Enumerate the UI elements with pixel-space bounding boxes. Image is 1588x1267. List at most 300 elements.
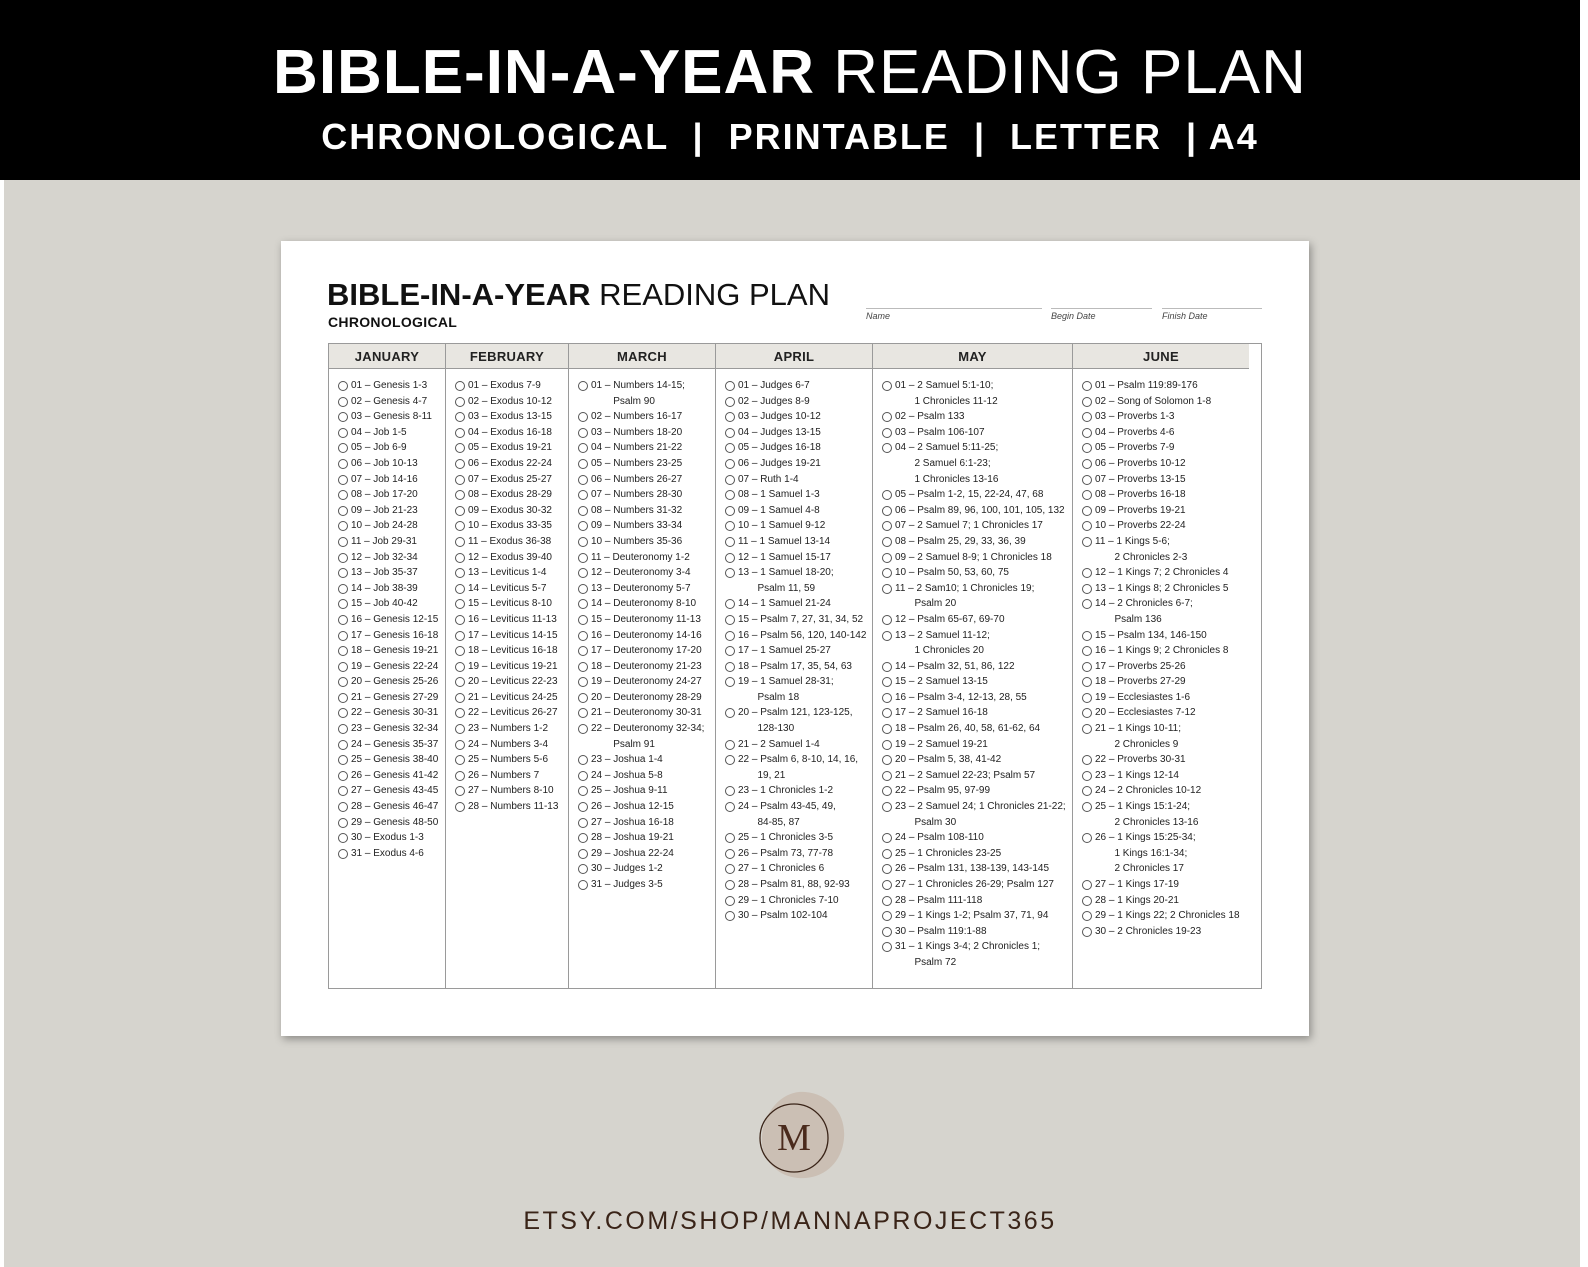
checkbox-circle-icon[interactable] xyxy=(578,771,588,781)
reading-entry-text: 22 – Psalm 6, 8-10, 14, 16, 19, 21 xyxy=(738,754,859,781)
checkbox-circle-icon[interactable] xyxy=(725,521,735,531)
checkbox-circle-icon[interactable] xyxy=(1082,646,1092,656)
reading-entry-text: 02 – Numbers 16-17 xyxy=(591,411,683,423)
checkbox-circle-icon[interactable] xyxy=(338,740,348,750)
checkbox-circle-icon[interactable] xyxy=(338,677,348,687)
reading-entry-text: 07 – 2 Samuel 7; 1 Chronicles 17 xyxy=(895,520,1043,532)
checkbox-circle-icon[interactable] xyxy=(725,553,735,563)
reading-entry-text: 22 – Deuteronomy 32-34; Psalm 91 xyxy=(591,723,705,750)
checkbox-circle-icon[interactable] xyxy=(1082,802,1092,812)
checkbox-circle-icon[interactable] xyxy=(338,599,348,609)
checkbox-circle-icon[interactable] xyxy=(882,896,892,906)
checkbox-circle-icon[interactable] xyxy=(578,833,588,843)
reading-entry-text: 10 – 1 Samuel 9-12 xyxy=(738,520,826,532)
reading-entry xyxy=(455,425,568,441)
reading-entry-text: 14 – 2 Chronicles 6-7; Psalm 136 xyxy=(1095,598,1193,625)
checkbox-circle-icon[interactable] xyxy=(578,506,588,516)
checkbox-circle-icon[interactable] xyxy=(455,584,465,594)
checkbox-circle-icon[interactable] xyxy=(455,381,465,391)
reading-entry-text: 08 – Numbers 31-32 xyxy=(591,504,683,516)
month-column-february xyxy=(446,344,569,988)
checkbox-circle-icon[interactable] xyxy=(882,755,892,765)
reading-entry-text: 29 – 1 Chronicles 7-10 xyxy=(738,894,839,906)
checkbox-circle-icon[interactable] xyxy=(338,662,348,672)
reading-entry-text: 21 – Deuteronomy 30-31 xyxy=(591,707,702,719)
checkbox-circle-icon[interactable] xyxy=(578,724,588,734)
checkbox-circle-icon[interactable] xyxy=(338,553,348,563)
document-subtitle: CHRONOLOGICAL xyxy=(328,314,458,330)
checkbox-circle-icon[interactable] xyxy=(578,568,588,578)
checkbox-circle-icon[interactable] xyxy=(882,381,892,391)
checkbox-circle-icon[interactable] xyxy=(882,443,892,453)
checkbox-circle-icon[interactable] xyxy=(725,490,735,500)
checkbox-circle-icon[interactable] xyxy=(455,568,465,578)
checkbox-circle-icon[interactable] xyxy=(725,443,735,453)
reading-entry xyxy=(338,830,445,846)
banner-subtitle xyxy=(0,115,1580,159)
reading-entry-text: 19 – 1 Samuel 28-31; Psalm 18 xyxy=(738,676,834,703)
reading-entry xyxy=(1082,565,1249,581)
checkbox-circle-icon[interactable] xyxy=(1082,833,1092,843)
checkbox-circle-icon[interactable] xyxy=(578,459,588,469)
checkbox-circle-icon[interactable] xyxy=(725,397,735,407)
checkbox-circle-icon[interactable] xyxy=(578,412,588,422)
reading-entry-text: 10 – Exodus 33-35 xyxy=(468,520,552,532)
checkbox-circle-icon[interactable] xyxy=(882,942,892,952)
reading-entry xyxy=(338,596,445,612)
reading-entry xyxy=(882,534,1072,550)
checkbox-circle-icon[interactable] xyxy=(882,537,892,547)
reading-entry-text: 25 – 1 Chronicles 3-5 xyxy=(738,832,834,844)
checkbox-circle-icon[interactable] xyxy=(1082,631,1092,641)
checkbox-circle-icon[interactable] xyxy=(455,615,465,625)
checkbox-circle-icon[interactable] xyxy=(338,818,348,828)
checkbox-circle-icon[interactable] xyxy=(578,599,588,609)
checkbox-circle-icon[interactable] xyxy=(725,740,735,750)
reading-entry-text: 12 – Exodus 39-40 xyxy=(468,551,552,563)
checkbox-circle-icon[interactable] xyxy=(882,771,892,781)
checkbox-circle-icon[interactable] xyxy=(338,755,348,765)
checkbox-circle-icon[interactable] xyxy=(1082,521,1092,531)
reading-entry xyxy=(882,893,1072,909)
right-edge-border xyxy=(1580,0,1588,1267)
reading-entry-text: 14 – Job 38-39 xyxy=(351,582,418,594)
checkbox-circle-icon[interactable] xyxy=(455,740,465,750)
reading-entry-text: 25 – Genesis 38-40 xyxy=(351,754,439,766)
checkbox-circle-icon[interactable] xyxy=(455,599,465,609)
checkbox-circle-icon[interactable] xyxy=(1082,490,1092,500)
checkbox-circle-icon[interactable] xyxy=(578,615,588,625)
checkbox-circle-icon[interactable] xyxy=(455,802,465,812)
reading-entry xyxy=(578,830,715,846)
reading-entry-text: 11 – Deuteronomy 1-2 xyxy=(591,551,690,563)
reading-entry-text: 21 – 2 Samuel 1-4 xyxy=(738,738,820,750)
checkbox-circle-icon[interactable] xyxy=(1082,475,1092,485)
checkbox-circle-icon[interactable] xyxy=(338,381,348,391)
checkbox-circle-icon[interactable] xyxy=(725,506,735,516)
checkbox-circle-icon[interactable] xyxy=(455,475,465,485)
reading-entry-text: 23 – Genesis 32-34 xyxy=(351,723,439,735)
reading-entry-text: 06 – Judges 19-21 xyxy=(738,457,821,469)
checkbox-circle-icon[interactable] xyxy=(725,786,735,796)
checkbox-circle-icon[interactable] xyxy=(578,880,588,890)
checkbox-circle-icon[interactable] xyxy=(725,459,735,469)
reading-entry-text: 17 – 1 Samuel 25-27 xyxy=(738,645,831,657)
reading-entry xyxy=(1082,425,1249,441)
reading-entry xyxy=(338,705,445,721)
reading-entry xyxy=(338,550,445,566)
checkbox-circle-icon[interactable] xyxy=(578,708,588,718)
reading-entry-text: 17 – 2 Samuel 16-18 xyxy=(895,707,988,719)
month-grid xyxy=(328,343,1262,989)
reading-entry xyxy=(338,846,445,862)
reading-entry xyxy=(1082,628,1249,644)
checkbox-circle-icon[interactable] xyxy=(455,412,465,422)
checkbox-circle-icon[interactable] xyxy=(1082,443,1092,453)
checkbox-circle-icon[interactable] xyxy=(455,428,465,438)
checkbox-circle-icon[interactable] xyxy=(725,599,735,609)
reading-entry-text: 19 – 2 Samuel 19-21 xyxy=(895,738,988,750)
checkbox-circle-icon[interactable] xyxy=(882,677,892,687)
reading-entry-text: 28 – Numbers 11-13 xyxy=(468,801,559,813)
reading-entry-text: 06 – Numbers 26-27 xyxy=(591,473,683,485)
checkbox-circle-icon[interactable] xyxy=(338,490,348,500)
checkbox-circle-icon[interactable] xyxy=(882,740,892,750)
reading-entry xyxy=(725,628,872,644)
reading-entry xyxy=(338,643,445,659)
checkbox-circle-icon[interactable] xyxy=(338,631,348,641)
reading-entry xyxy=(1082,659,1249,675)
checkbox-circle-icon[interactable] xyxy=(1082,896,1092,906)
checkbox-circle-icon[interactable] xyxy=(882,864,892,874)
checkbox-circle-icon[interactable] xyxy=(725,631,735,641)
checkbox-circle-icon[interactable] xyxy=(725,896,735,906)
checkbox-circle-icon[interactable] xyxy=(1082,506,1092,516)
checkbox-circle-icon[interactable] xyxy=(455,506,465,516)
reading-entry-text: 13 – Job 35-37 xyxy=(351,567,418,579)
checkbox-circle-icon[interactable] xyxy=(1082,599,1092,609)
reading-entry xyxy=(455,721,568,737)
checkbox-circle-icon[interactable] xyxy=(455,677,465,687)
reading-entry-text: 17 – Genesis 16-18 xyxy=(351,629,439,641)
checkbox-circle-icon[interactable] xyxy=(578,553,588,563)
reading-entry xyxy=(725,799,872,830)
reading-entry xyxy=(725,705,872,736)
reading-entry xyxy=(725,456,872,472)
checkbox-circle-icon[interactable] xyxy=(1082,537,1092,547)
checkbox-circle-icon[interactable] xyxy=(882,927,892,937)
checkbox-circle-icon[interactable] xyxy=(455,724,465,734)
reading-entry-text: 02 – Psalm 133 xyxy=(895,411,965,423)
checkbox-circle-icon[interactable] xyxy=(338,615,348,625)
reading-entry xyxy=(725,394,872,410)
checkbox-circle-icon[interactable] xyxy=(725,615,735,625)
reading-entry-text: 18 – Psalm 17, 35, 54, 63 xyxy=(738,660,852,672)
checkbox-circle-icon[interactable] xyxy=(338,537,348,547)
reading-entry xyxy=(455,581,568,597)
checkbox-circle-icon[interactable] xyxy=(725,381,735,391)
checkbox-circle-icon[interactable] xyxy=(882,786,892,796)
reading-entry xyxy=(578,440,715,456)
checkbox-circle-icon[interactable] xyxy=(578,849,588,859)
checkbox-circle-icon[interactable] xyxy=(882,802,892,812)
finish-date-field[interactable] xyxy=(1162,308,1262,325)
reading-entry-text: 20 – Genesis 25-26 xyxy=(351,676,439,688)
checkbox-circle-icon[interactable] xyxy=(338,428,348,438)
checkbox-circle-icon[interactable] xyxy=(1082,786,1092,796)
checkbox-circle-icon[interactable] xyxy=(1082,911,1092,921)
reading-entry-text: 16 – Genesis 12-15 xyxy=(351,613,439,625)
reading-entry xyxy=(455,440,568,456)
reading-entry xyxy=(455,394,568,410)
checkbox-circle-icon[interactable] xyxy=(882,693,892,703)
checkbox-circle-icon[interactable] xyxy=(338,397,348,407)
reading-entry-text: 17 – Deuteronomy 17-20 xyxy=(591,645,702,657)
reading-entry-text: 16 – Deuteronomy 14-16 xyxy=(591,629,702,641)
checkbox-circle-icon[interactable] xyxy=(578,584,588,594)
reading-entry-text: 04 – Exodus 16-18 xyxy=(468,426,552,438)
checkbox-circle-icon[interactable] xyxy=(578,662,588,672)
reading-entry xyxy=(455,409,568,425)
reading-entry-text: 06 – Job 10-13 xyxy=(351,457,418,469)
checkbox-circle-icon[interactable] xyxy=(882,615,892,625)
checkbox-circle-icon[interactable] xyxy=(338,475,348,485)
checkbox-circle-icon[interactable] xyxy=(578,537,588,547)
checkbox-circle-icon[interactable] xyxy=(578,428,588,438)
checkbox-circle-icon[interactable] xyxy=(725,755,735,765)
checkbox-circle-icon[interactable] xyxy=(725,646,735,656)
checkbox-circle-icon[interactable] xyxy=(1082,584,1092,594)
checkbox-circle-icon[interactable] xyxy=(725,428,735,438)
reading-entry-text: 08 – Job 17-20 xyxy=(351,489,418,501)
checkbox-circle-icon[interactable] xyxy=(1082,927,1092,937)
checkbox-circle-icon[interactable] xyxy=(338,833,348,843)
reading-entry xyxy=(578,628,715,644)
reading-entry-text: 15 – Leviticus 8-10 xyxy=(468,598,552,610)
checkbox-circle-icon[interactable] xyxy=(725,677,735,687)
checkbox-circle-icon[interactable] xyxy=(882,833,892,843)
checkbox-circle-icon[interactable] xyxy=(1082,397,1092,407)
checkbox-circle-icon[interactable] xyxy=(882,428,892,438)
checkbox-circle-icon[interactable] xyxy=(725,802,735,812)
checkbox-circle-icon[interactable] xyxy=(455,443,465,453)
reading-entry-text: 09 – Proverbs 19-21 xyxy=(1095,504,1186,516)
checkbox-circle-icon[interactable] xyxy=(1082,880,1092,890)
checkbox-circle-icon[interactable] xyxy=(338,521,348,531)
reading-entry-text: 18 – Proverbs 27-29 xyxy=(1095,676,1186,688)
checkbox-circle-icon[interactable] xyxy=(338,568,348,578)
checkbox-circle-icon[interactable] xyxy=(725,475,735,485)
checkbox-circle-icon[interactable] xyxy=(578,521,588,531)
checkbox-circle-icon[interactable] xyxy=(578,755,588,765)
begin-date-label: Begin Date xyxy=(1051,311,1096,321)
checkbox-circle-icon[interactable] xyxy=(455,662,465,672)
reading-entry-text: 05 – Judges 16-18 xyxy=(738,442,821,454)
checkbox-circle-icon[interactable] xyxy=(455,397,465,407)
checkbox-circle-icon[interactable] xyxy=(578,802,588,812)
checkbox-circle-icon[interactable] xyxy=(578,786,588,796)
checkbox-circle-icon[interactable] xyxy=(578,864,588,874)
reading-entry-text: 23 – 2 Samuel 24; 1 Chronicles 21-22; Psalm 30 xyxy=(895,801,1066,828)
checkbox-circle-icon[interactable] xyxy=(578,631,588,641)
reading-entry-text: 22 – Psalm 95, 97-99 xyxy=(895,785,991,797)
checkbox-circle-icon[interactable] xyxy=(882,521,892,531)
checkbox-circle-icon[interactable] xyxy=(1082,677,1092,687)
reading-entry xyxy=(455,799,568,815)
reading-entry xyxy=(455,752,568,768)
reading-entry-text: 03 – Exodus 13-15 xyxy=(468,411,552,423)
reading-entry xyxy=(578,581,715,597)
checkbox-circle-icon[interactable] xyxy=(578,475,588,485)
reading-entry xyxy=(1082,596,1249,627)
checkbox-circle-icon[interactable] xyxy=(578,818,588,828)
checkbox-circle-icon[interactable] xyxy=(725,911,735,921)
checkbox-circle-icon[interactable] xyxy=(455,490,465,500)
checkbox-circle-icon[interactable] xyxy=(338,849,348,859)
reading-entry xyxy=(725,472,872,488)
checkbox-circle-icon[interactable] xyxy=(455,521,465,531)
reading-entry-text: 20 – Leviticus 22-23 xyxy=(468,676,558,688)
checkbox-circle-icon[interactable] xyxy=(455,646,465,656)
reading-entry-text: 09 – 2 Samuel 8-9; 1 Chronicles 18 xyxy=(895,551,1052,563)
reading-entry-text: 20 – Psalm 5, 38, 41-42 xyxy=(895,754,1002,766)
month-entries xyxy=(569,369,715,893)
checkbox-circle-icon[interactable] xyxy=(882,708,892,718)
checkbox-circle-icon[interactable] xyxy=(338,786,348,796)
checkbox-circle-icon[interactable] xyxy=(1082,755,1092,765)
checkbox-circle-icon[interactable] xyxy=(338,412,348,422)
checkbox-circle-icon[interactable] xyxy=(725,537,735,547)
shop-url[interactable]: ETSY.COM/SHOP/MANNAPROJECT365 xyxy=(523,1207,1057,1235)
checkbox-circle-icon[interactable] xyxy=(578,693,588,703)
reading-entry-text: 03 – Proverbs 1-3 xyxy=(1095,411,1175,423)
checkbox-circle-icon[interactable] xyxy=(455,553,465,563)
checkbox-circle-icon[interactable] xyxy=(882,506,892,516)
checkbox-circle-icon[interactable] xyxy=(725,412,735,422)
checkbox-circle-icon[interactable] xyxy=(882,568,892,578)
checkbox-circle-icon[interactable] xyxy=(1082,459,1092,469)
checkbox-circle-icon[interactable] xyxy=(338,802,348,812)
checkbox-circle-icon[interactable] xyxy=(882,553,892,563)
checkbox-circle-icon[interactable] xyxy=(455,537,465,547)
reading-entry-text: 25 – Numbers 5-6 xyxy=(468,754,549,766)
name-field[interactable] xyxy=(866,308,1042,325)
checkbox-circle-icon[interactable] xyxy=(1082,428,1092,438)
logo-letter: M xyxy=(777,1117,811,1159)
checkbox-circle-icon[interactable] xyxy=(882,584,892,594)
checkbox-circle-icon[interactable] xyxy=(882,911,892,921)
reading-entry xyxy=(882,783,1072,799)
checkbox-circle-icon[interactable] xyxy=(455,755,465,765)
checkbox-circle-icon[interactable] xyxy=(455,459,465,469)
checkbox-circle-icon[interactable] xyxy=(1082,381,1092,391)
checkbox-circle-icon[interactable] xyxy=(338,506,348,516)
reading-entry-text: 17 – Leviticus 14-15 xyxy=(468,629,558,641)
checkbox-circle-icon[interactable] xyxy=(455,708,465,718)
reading-entry-text: 13 – 1 Samuel 18-20; Psalm 11, 59 xyxy=(738,567,834,594)
checkbox-circle-icon[interactable] xyxy=(338,693,348,703)
checkbox-circle-icon[interactable] xyxy=(1082,412,1092,422)
checkbox-circle-icon[interactable] xyxy=(338,584,348,594)
checkbox-circle-icon[interactable] xyxy=(882,849,892,859)
checkbox-circle-icon[interactable] xyxy=(455,786,465,796)
checkbox-circle-icon[interactable] xyxy=(1082,708,1092,718)
checkbox-circle-icon[interactable] xyxy=(725,833,735,843)
checkbox-circle-icon[interactable] xyxy=(455,771,465,781)
manna-logo xyxy=(750,1086,850,1186)
checkbox-circle-icon[interactable] xyxy=(1082,693,1092,703)
month-header: FEBRUARY xyxy=(446,344,568,369)
reading-entry xyxy=(725,565,872,596)
begin-date-field[interactable] xyxy=(1051,308,1152,325)
reading-entry xyxy=(455,690,568,706)
reading-entry xyxy=(578,705,715,721)
reading-entry xyxy=(578,846,715,862)
checkbox-circle-icon[interactable] xyxy=(882,880,892,890)
checkbox-circle-icon[interactable] xyxy=(338,771,348,781)
reading-entry xyxy=(578,456,715,472)
reading-entry xyxy=(882,409,1072,425)
checkbox-circle-icon[interactable] xyxy=(1082,662,1092,672)
checkbox-circle-icon[interactable] xyxy=(725,662,735,672)
checkbox-circle-icon[interactable] xyxy=(725,880,735,890)
checkbox-circle-icon[interactable] xyxy=(578,646,588,656)
reading-entry-text: 25 – Joshua 9-11 xyxy=(591,785,668,797)
reading-entry-text: 23 – 1 Kings 12-14 xyxy=(1095,769,1179,781)
checkbox-circle-icon[interactable] xyxy=(338,724,348,734)
checkbox-circle-icon[interactable] xyxy=(725,849,735,859)
checkbox-circle-icon[interactable] xyxy=(338,459,348,469)
reading-entry xyxy=(725,830,872,846)
reading-entry xyxy=(1082,908,1249,924)
reading-entry xyxy=(578,612,715,628)
checkbox-circle-icon[interactable] xyxy=(882,490,892,500)
checkbox-circle-icon[interactable] xyxy=(578,677,588,687)
reading-entry xyxy=(882,628,1072,659)
reading-entry-text: 31 – Judges 3-5 xyxy=(591,879,663,890)
checkbox-circle-icon[interactable] xyxy=(725,708,735,718)
reading-entry xyxy=(578,659,715,675)
reading-entry xyxy=(455,783,568,799)
reading-entry-text: 19 – Deuteronomy 24-27 xyxy=(591,676,702,688)
checkbox-circle-icon[interactable] xyxy=(725,568,735,578)
checkbox-circle-icon[interactable] xyxy=(455,693,465,703)
checkbox-circle-icon[interactable] xyxy=(1082,724,1092,734)
checkbox-circle-icon[interactable] xyxy=(455,631,465,641)
checkbox-circle-icon[interactable] xyxy=(578,381,588,391)
checkbox-circle-icon[interactable] xyxy=(578,490,588,500)
checkbox-circle-icon[interactable] xyxy=(882,412,892,422)
reading-entry xyxy=(882,737,1072,753)
reading-entry xyxy=(1082,721,1249,752)
reading-entry-text: 09 – Job 21-23 xyxy=(351,504,418,516)
reading-entry xyxy=(725,440,872,456)
checkbox-circle-icon[interactable] xyxy=(882,724,892,734)
reading-entry-text: 28 – Joshua 19-21 xyxy=(591,832,674,844)
checkbox-circle-icon[interactable] xyxy=(578,443,588,453)
checkbox-circle-icon[interactable] xyxy=(725,864,735,874)
month-column-april xyxy=(716,344,873,988)
checkbox-circle-icon[interactable] xyxy=(338,646,348,656)
reading-entry-text: 27 – 1 Chronicles 6 xyxy=(738,863,825,875)
reading-entry xyxy=(455,768,568,784)
checkbox-circle-icon[interactable] xyxy=(882,662,892,672)
checkbox-circle-icon[interactable] xyxy=(338,708,348,718)
checkbox-circle-icon[interactable] xyxy=(882,631,892,641)
checkbox-circle-icon[interactable] xyxy=(1082,771,1092,781)
checkbox-circle-icon[interactable] xyxy=(338,443,348,453)
checkbox-circle-icon[interactable] xyxy=(1082,568,1092,578)
